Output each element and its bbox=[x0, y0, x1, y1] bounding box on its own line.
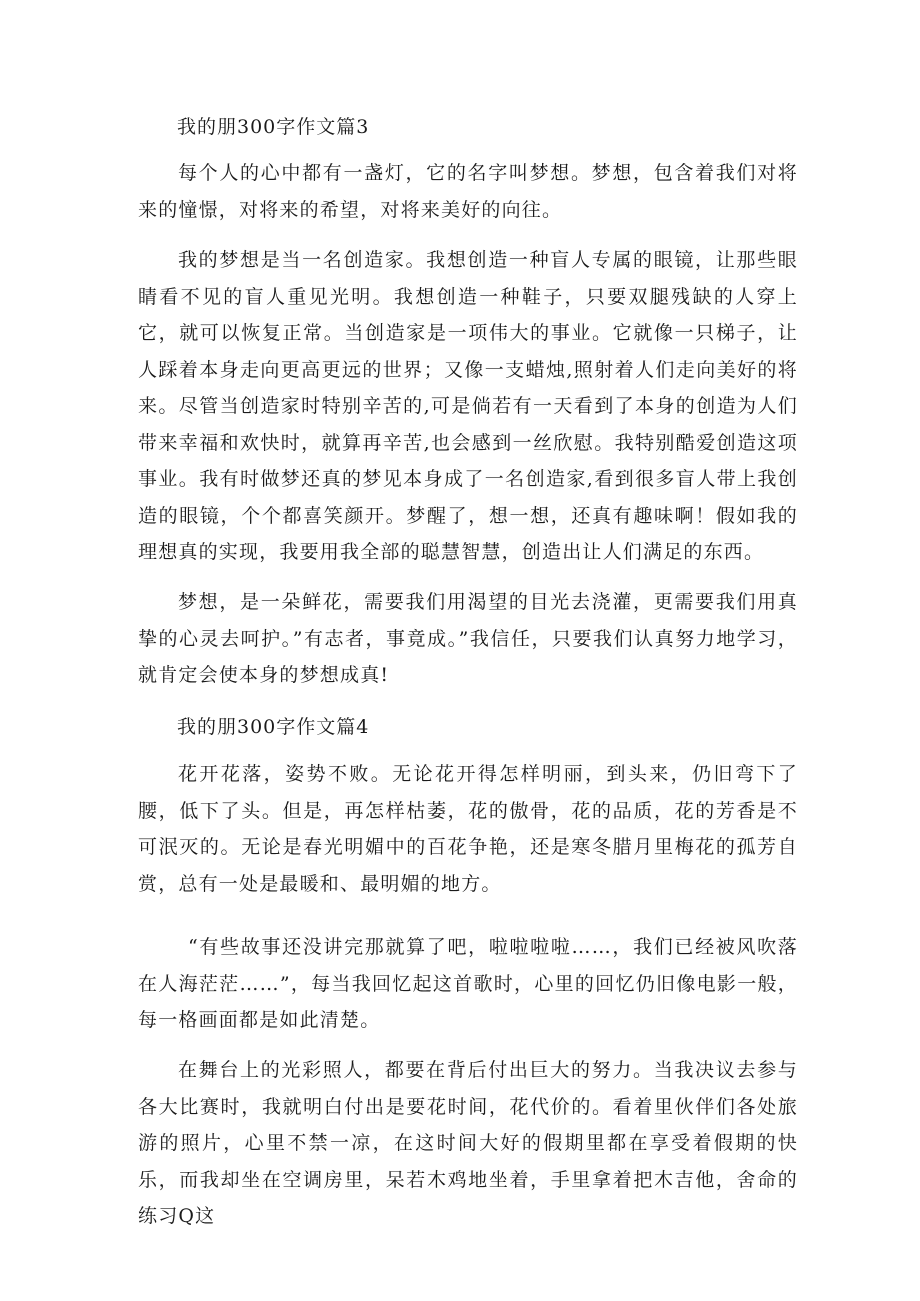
paragraph: 在舞台上的光彩照人，都要在背后付出巨大的努力。当我决议去参与各大比赛时，我就明白付出是要花时间，花代价的。看着里伙伴们各处旅游的照片，心里不禁一凉，在这时间大好的假期里都在享受着假期的快乐，而我却坐在空调房里，呆若木鸡地坐着，手里拿着把木吉他，舍命的练习Q这 bbox=[138, 1059, 798, 1227]
paragraph: 花开花落，姿势不败。无论花开得怎样明丽，到头来，仍旧弯下了腰，低下了头。但是，再怎样枯萎，花的傲骨，花的品质，花的芳香是不可泯灭的。无论是春光明媚中的百花争艳，还是寒冬腊月里梅花的孤芳自赏，总有一处是最暖和、最明媚的地方。 bbox=[138, 763, 798, 895]
section-heading: 我的朋300字作文篇4 bbox=[177, 716, 370, 738]
paragraph: 我的梦想是当一名创造家。我想创造一种盲人专属的眼镜，让那些眼睛看不见的盲人重见光明。我想创造一种鞋子，只要双腿残缺的人穿上它，就可以恢复正常。当创造家是一项伟大的事业。它就像一只梯子，让人踩着本身走向更高更远的世界；又像一支蜡烛,照射着人们走向美好的将来。尽管当创造家时特别辛苦的,可是倘若有一天看到了本身的创造为人们带来幸福和欢快时，就算再辛苦,也会感到一丝欣慰。我特别酷爱创造这项事业。我有时做梦还真的梦见本身成了一名创造家,看到很多盲人带上我创造的眼镜，个个都喜笑颜开。梦醒了，想一想，还真有趣味啊！假如我的理想真的实现，我要用我全部的聪慧智慧，创造出让人们满足的东西。 bbox=[138, 249, 798, 563]
paragraph: 每个人的心中都有一盏灯，它的名字叫梦想。梦想，包含着我们对将来的憧憬，对将来的希望，对将来美好的向往。 bbox=[138, 162, 798, 221]
section-heading: 我的朋300字作文篇3 bbox=[177, 116, 370, 138]
paragraph: 梦想，是一朵鲜花，需要我们用渴望的目光去浇灌，更需要我们用真挚的心灵去呵护。”有志者，事竟成。”我信任，只要我们认真努力地学习，就肯定会使本身的梦想成真! bbox=[138, 591, 798, 686]
paragraph: “有些故事还没讲完那就算了吧，啦啦啦啦……，我们已经被风吹落在人海茫茫……”，每当我回忆起这首歌时，心里的回忆仍旧像电影一般，每一格画面都是如此清楚。 bbox=[138, 936, 798, 1031]
